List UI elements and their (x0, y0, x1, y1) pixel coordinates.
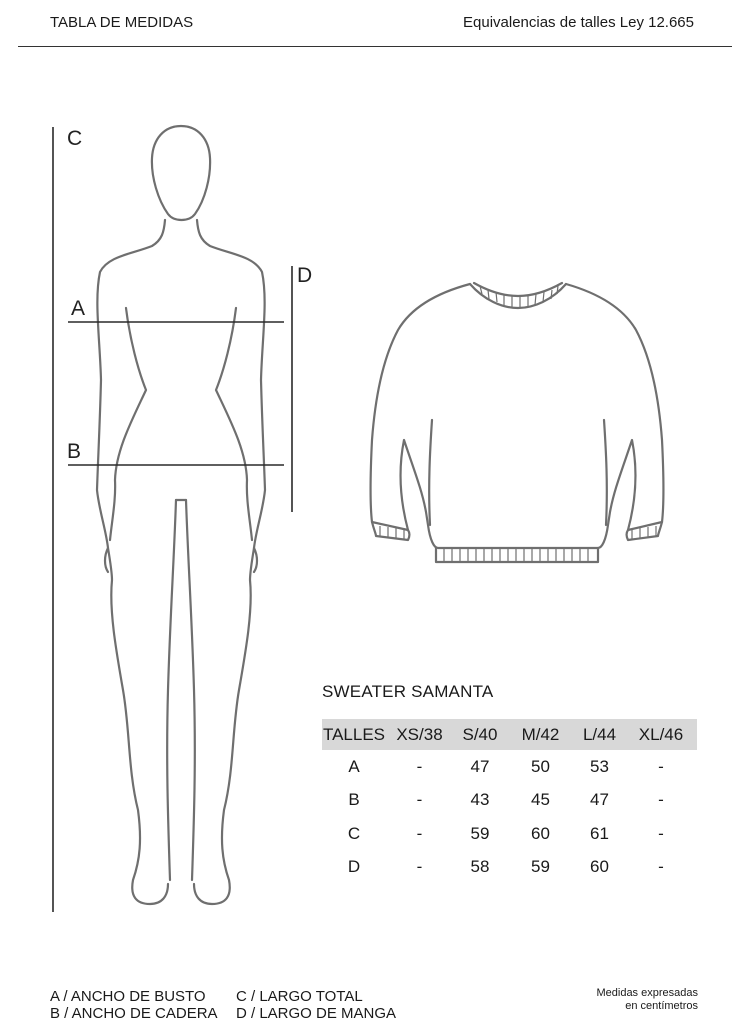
sweater-right-cuff (627, 522, 663, 540)
sweater-hem-ribs (444, 549, 588, 561)
measure-label-c: C (67, 127, 83, 150)
table-cell: 60 (531, 823, 550, 843)
units-note (596, 987, 698, 1013)
table-cell: 58 (470, 857, 490, 877)
table-cell: 47 (590, 790, 609, 810)
table-cell: - (658, 790, 664, 810)
size-chart-title: SWEATER SAMANTA (322, 682, 494, 701)
table-header-cell: XS/38 (386, 719, 453, 750)
legend-column-1 (50, 988, 218, 1022)
figure-left-arm-inner (110, 308, 146, 540)
figure-right-hand (254, 548, 257, 572)
table-cell: 47 (470, 756, 490, 776)
table-cell: D (347, 857, 361, 877)
table-row (322, 817, 697, 851)
legend-item-b: B / ANCHO DE CADERA (50, 1005, 218, 1022)
table-row (322, 784, 697, 818)
sweater-hem-band (436, 548, 598, 562)
sweater-right-seam (604, 420, 607, 525)
legend-item-a: A / ANCHO DE BUSTO (50, 988, 206, 1005)
table-cell: A (348, 756, 360, 776)
table-cell: - (416, 756, 423, 776)
table-cell: 43 (470, 790, 490, 810)
legend-item-c: C / LARGO TOTAL (236, 988, 363, 1005)
legend-column-2 (236, 988, 396, 1022)
legend-item-d: D / LARGO DE MANGA (236, 1005, 397, 1022)
figure-right-leg-inner (186, 500, 195, 880)
size-table (322, 719, 697, 884)
table-cell: C (347, 823, 361, 843)
table-cell: 61 (590, 823, 609, 843)
figure-left-leg-inner (167, 500, 176, 880)
table-cell: - (416, 857, 423, 877)
sweater-collar-outer (470, 284, 566, 308)
figure-left-hand (105, 548, 108, 572)
sweater-left-seam (429, 420, 432, 525)
measure-label-a: A (71, 297, 86, 320)
sweater-outline (371, 284, 664, 548)
page-title: TABLA DE MEDIDAS (50, 14, 194, 31)
table-header-cell: TALLES (322, 719, 386, 750)
table-header-cell: XL/46 (625, 719, 697, 750)
units-note-line-1: Medidas expresadas (596, 987, 698, 999)
table-cell: B (348, 790, 360, 810)
measure-label-d: D (297, 264, 313, 287)
table-cell: 60 (590, 857, 609, 877)
table-cell: - (416, 790, 423, 810)
table-header-cell: S/40 (453, 719, 507, 750)
figure-right-arm-inner (216, 308, 252, 540)
sweater-collar-ribs (480, 286, 558, 308)
sweater-left-cuff (372, 522, 410, 540)
table-cell: 59 (470, 823, 490, 843)
measure-label-b: B (67, 440, 82, 463)
table-cell: - (416, 823, 423, 843)
figure-head (152, 126, 210, 220)
page-subtitle: Equivalencias de talles Ley 12.665 (463, 14, 694, 31)
table-cell: - (658, 823, 664, 843)
units-note-line-2: en centímetros (625, 1000, 698, 1012)
table-cell: - (658, 857, 664, 877)
table-row (322, 851, 697, 885)
table-cell: 53 (590, 756, 609, 776)
sweater-collar-inner (474, 283, 562, 296)
table-cell: - (658, 756, 664, 776)
body-figure-illustration (0, 0, 320, 930)
table-row (322, 750, 697, 784)
table-cell: 50 (531, 756, 550, 776)
size-table-header-row (322, 719, 697, 750)
table-header-cell: M/42 (507, 719, 574, 750)
sweater-cuff-ribs (380, 526, 656, 540)
table-cell: 45 (531, 790, 550, 810)
table-cell: 59 (531, 857, 550, 877)
table-header-cell: L/44 (574, 719, 625, 750)
